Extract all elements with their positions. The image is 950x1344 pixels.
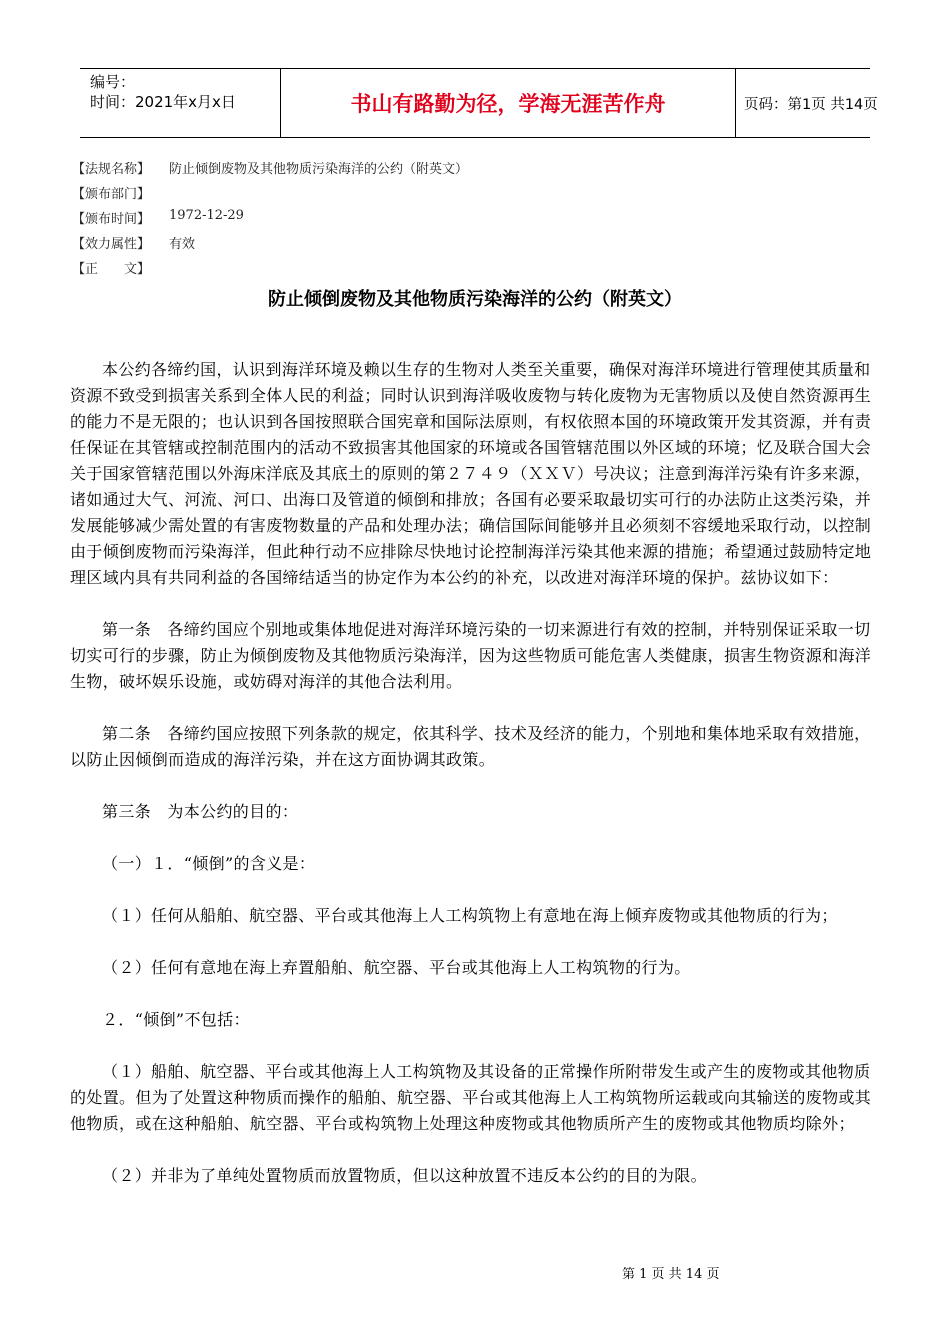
clause-paragraph: （１）任何从船舶、航空器、平台或其他海上人工构筑物上有意地在海上倾弃废物或其他物质的行为；: [102, 906, 838, 925]
clause-paragraph: （２）任何有意地在海上弃置船舶、航空器、平台或其他海上人工构筑物的行为。: [102, 958, 691, 977]
document-title: 防止倾倒废物及其他物质污染海洋的公约（附英文）: [268, 289, 682, 310]
meta-value: 防止倾倒废物及其他物质污染海洋的公约（附英文）: [169, 162, 469, 177]
article-1-paragraph: 第一条 各缔约国应个别地或集体地促进对海洋环境污染的一切来源进行有效的控制，并特别保证采取一切切实可行的步骤，防止为倾倒废物及其他物质污染海洋，因为这些物质可能危害人类健康，损害生物资源和海洋生物，破坏娱乐设施，或妨碍对海洋的其他合法利用。: [70, 620, 872, 691]
meta-row: [72, 258, 772, 283]
document-date-label: 时间：2021年x月x日: [90, 93, 236, 111]
meta-row: [72, 158, 772, 183]
preamble-paragraph: 本公约各缔约国，认识到海洋环境及赖以生存的生物对人类至关重要，确保对海洋环境进行管理使其质量和资源不致受到损害关系到全体人民的利益；同时认识到海洋吸收废物与转化废物为无害物质以及使自然资源再生的能力不是无限的；也认识到各国按照联合国宪章和国际法原则，有权依照本国的环境政策开发其资源，并有责任保证在其管辖或控制范围内的活动不致损害其他国家的环境或各国管辖范围以外区域的环境；忆及联合国大会关于国家管辖范围以外海床洋底及其底土的原则的第２７４９（ＸＸＶ）号决议；注意到海洋污染有许多来源，诸如通过大气、河流、河口、出海口及管道的倾倒和排放；各国有必要采取最切实可行的办法防止这类污染，并发展能够减少需处置的有害废物数量的产品和处理办法；确信国际间能够并且必须刻不容缓地采取行动，以控制由于倾倒废物而污染海洋，但此种行动不应排除尽快地讨论控制海洋污染其他来源的措施；希望通过鼓励特定地理区域内具有共同利益的各国缔结适当的协定作为本公约的补充，以改进对海洋环境的保护。兹协议如下：: [70, 360, 872, 587]
meta-row: [72, 183, 772, 208]
article-2-paragraph: 第二条 各缔约国应按照下列条款的规定，依其科学、技术及经济的能力，个别地和集体地采取有效措施，以防止因倾倒而造成的海洋污染，并在这方面协调其政策。: [70, 724, 871, 769]
article-3-heading: 第三条 为本公约的目的：: [102, 802, 299, 821]
meta-row: [72, 233, 772, 258]
clause-paragraph: （１）船舶、航空器、平台或其他海上人工构筑物及其设备的正常操作所附带发生或产生的废物或其他物质的处置。但为了处置这种物质而操作的船舶、航空器、平台或其他海上人工构筑物所运载或向其输送的废物或其他物质，或在这种船舶、航空器、平台或构筑物上处理这种废物或其他物质所产生的废物或其他物质均除外；: [70, 1062, 872, 1133]
header-page-info: 页码：第1页 共14页: [744, 96, 878, 113]
clause-paragraph: （２）并非为了单纯处置物质而放置物质，但以这种放置不违反本公约的目的为限。: [102, 1166, 707, 1185]
meta-key: 【正 文】: [72, 262, 151, 277]
meta-key: 【颁布时间】: [72, 212, 151, 227]
meta-key: 【法规名称】: [72, 162, 151, 177]
meta-value: 1972-12-29: [169, 208, 244, 223]
meta-key: 【效力属性】: [72, 237, 151, 252]
header-motto-cell: [280, 69, 736, 137]
meta-row: [72, 208, 772, 233]
page-footer: 第 1 页 共 14 页: [622, 1267, 720, 1282]
header-left-cell: [80, 69, 280, 137]
header-motto: 书山有路勤为径，学海无涯苦作舟: [350, 92, 666, 116]
clause-paragraph: （一）１．“倾倒”的含义是：: [102, 854, 316, 873]
document-body: [70, 357, 876, 1215]
document-code-label: 编号：: [90, 73, 136, 91]
clause-paragraph: ２．“倾倒”不包括：: [102, 1010, 250, 1029]
meta-value: 有效: [169, 237, 196, 252]
law-metadata: [72, 158, 772, 283]
page-header: [80, 68, 878, 138]
meta-key: 【颁布部门】: [72, 187, 151, 202]
